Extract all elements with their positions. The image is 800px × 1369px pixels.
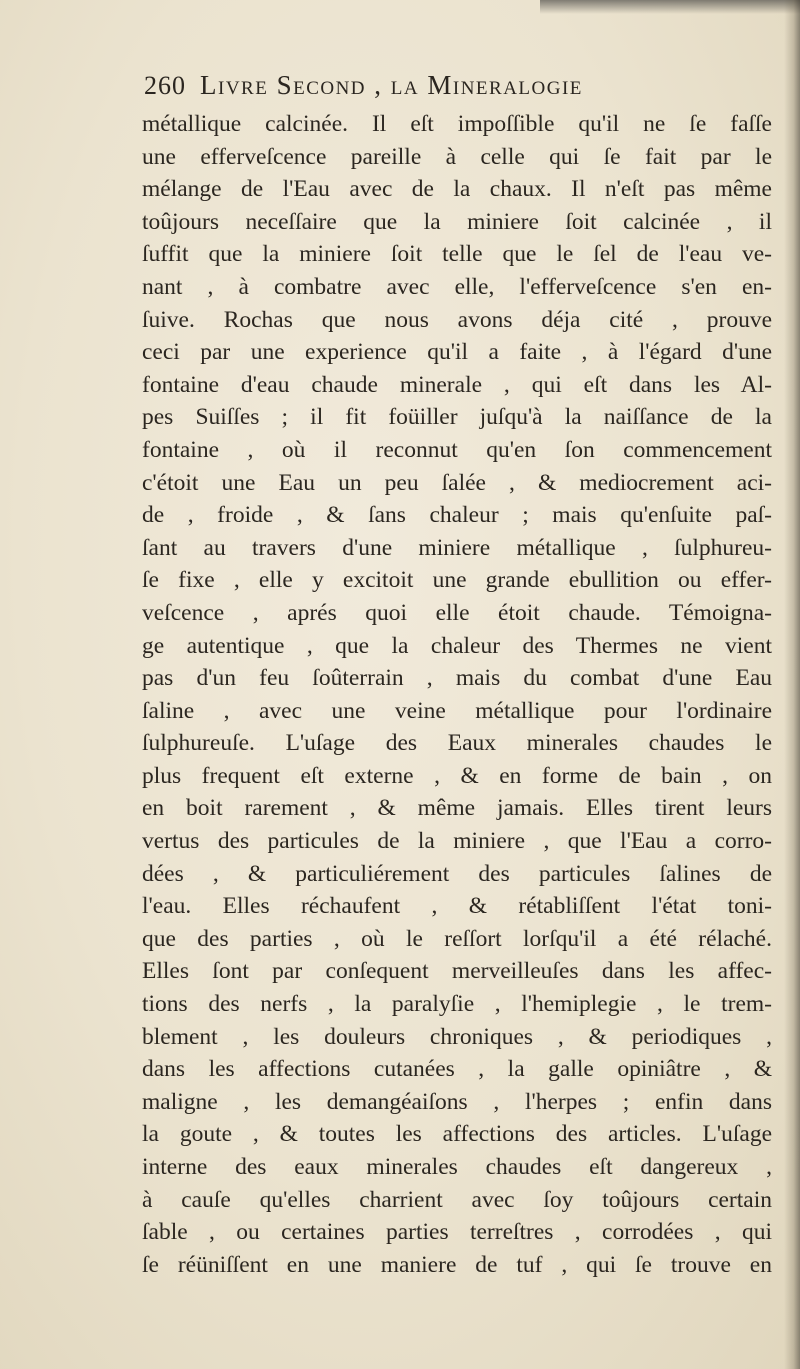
text-line: ſant au travers d'une miniere métallique , ſulphureu- — [142, 534, 772, 561]
page-header — [144, 70, 776, 110]
text-line: que des parties , où le reſſort lorſqu'il a été rélaché. — [142, 925, 772, 952]
text-line: fontaine , où il reconnut qu'en ſon commencement — [142, 436, 772, 463]
text-line: blement , les douleurs chroniques , & periodiques , — [142, 1023, 772, 1050]
text-line: ceci par une experience qu'il a faite , à l'égard d'une — [142, 339, 772, 366]
text-line: ſable , ou certaines parties terreſtres , corrodées , qui — [142, 1219, 772, 1246]
text-line: une efferveſcence pareille à celle qui ſe fait par le — [142, 143, 772, 170]
text-line: en boit rarement , & même jamais. Elles tirent leurs — [142, 795, 772, 822]
text-line: pas d'un feu ſoûterrain , mais du combat d'une Eau — [142, 665, 772, 692]
text-line: mélange de l'Eau avec de la chaux. Il n'eſt pas même — [142, 176, 772, 203]
text-line: ſuive. Rochas que nous avons déja cité , prouve — [142, 306, 772, 333]
text-line: ſaline , avec une veine métallique pour l'ordinaire — [142, 697, 772, 724]
text-line: l'eau. Elles réchaufent , & rétabliſſent l'état toni- — [142, 893, 772, 920]
page-gutter-edge — [784, 0, 800, 1369]
body-text — [142, 108, 772, 1281]
text-line: à cauſe qu'elles charrient avec ſoy toûjours certain — [142, 1186, 772, 1213]
text-line: vertus des particules de la miniere , que l'Eau a corro- — [142, 828, 772, 855]
text-line: c'étoit une Eau un peu ſalée , & mediocrement aci- — [142, 469, 772, 496]
text-line: nant , à combatre avec elle, l'efferveſcence s'en en- — [142, 273, 772, 300]
running-title: Livre Second , la Mineralogie — [200, 70, 583, 100]
text-line: dans les affections cutanées , la galle opiniâtre , & — [142, 1056, 772, 1083]
text-line: ge autentique , que la chaleur des Thermes ne vient — [142, 632, 772, 659]
text-line: Elles ſont par conſequent merveilleuſes dans les affec- — [142, 958, 772, 985]
text-line: ſuffit que la miniere ſoit telle que le ſel de l'eau ve- — [142, 241, 772, 268]
text-line: ſe réüniſſent en une maniere de tuf , qui ſe trouve en — [142, 1251, 772, 1278]
text-line: tions des nerfs , la paralyſie , l'hemiplegie , le trem- — [142, 991, 772, 1018]
top-edge-shadow — [540, 0, 800, 14]
text-line: métallique calcinée. Il eſt impoſſible qu'il ne ſe faſſe — [142, 111, 772, 137]
text-line: pes Suiſſes ; il fit foüiller juſqu'à la naiſſance de la — [142, 404, 772, 431]
text-line: ſulphureuſe. L'uſage des Eaux minerales chaudes le — [142, 730, 772, 757]
text-line: interne des eaux minerales chaudes eſt dangereux , — [142, 1154, 772, 1180]
text-line: maligne , les demangéaiſons , l'herpes ; enfin dans — [142, 1088, 772, 1115]
text-line: fontaine d'eau chaude minerale , qui eſt dans les Al- — [142, 371, 772, 398]
text-line: ſe fixe , elle y excitoit une grande ebullition ou effer- — [142, 567, 772, 594]
text-line: dées , & particuliérement des particules ſalines de — [142, 860, 772, 887]
text-line: la goute , & toutes les affections des articles. L'uſage — [142, 1121, 772, 1148]
text-line: toûjours neceſſaire que la miniere ſoit calcinée , il — [142, 208, 772, 235]
text-line: plus frequent eſt externe , & en forme de bain , on — [142, 762, 772, 789]
text-line: veſcence , aprés quoi elle étoit chaude. Témoigna- — [142, 599, 772, 626]
text-line: de , froide , & ſans chaleur ; mais qu'enſuite paſ- — [142, 502, 772, 529]
page-number: 260 — [144, 71, 186, 100]
